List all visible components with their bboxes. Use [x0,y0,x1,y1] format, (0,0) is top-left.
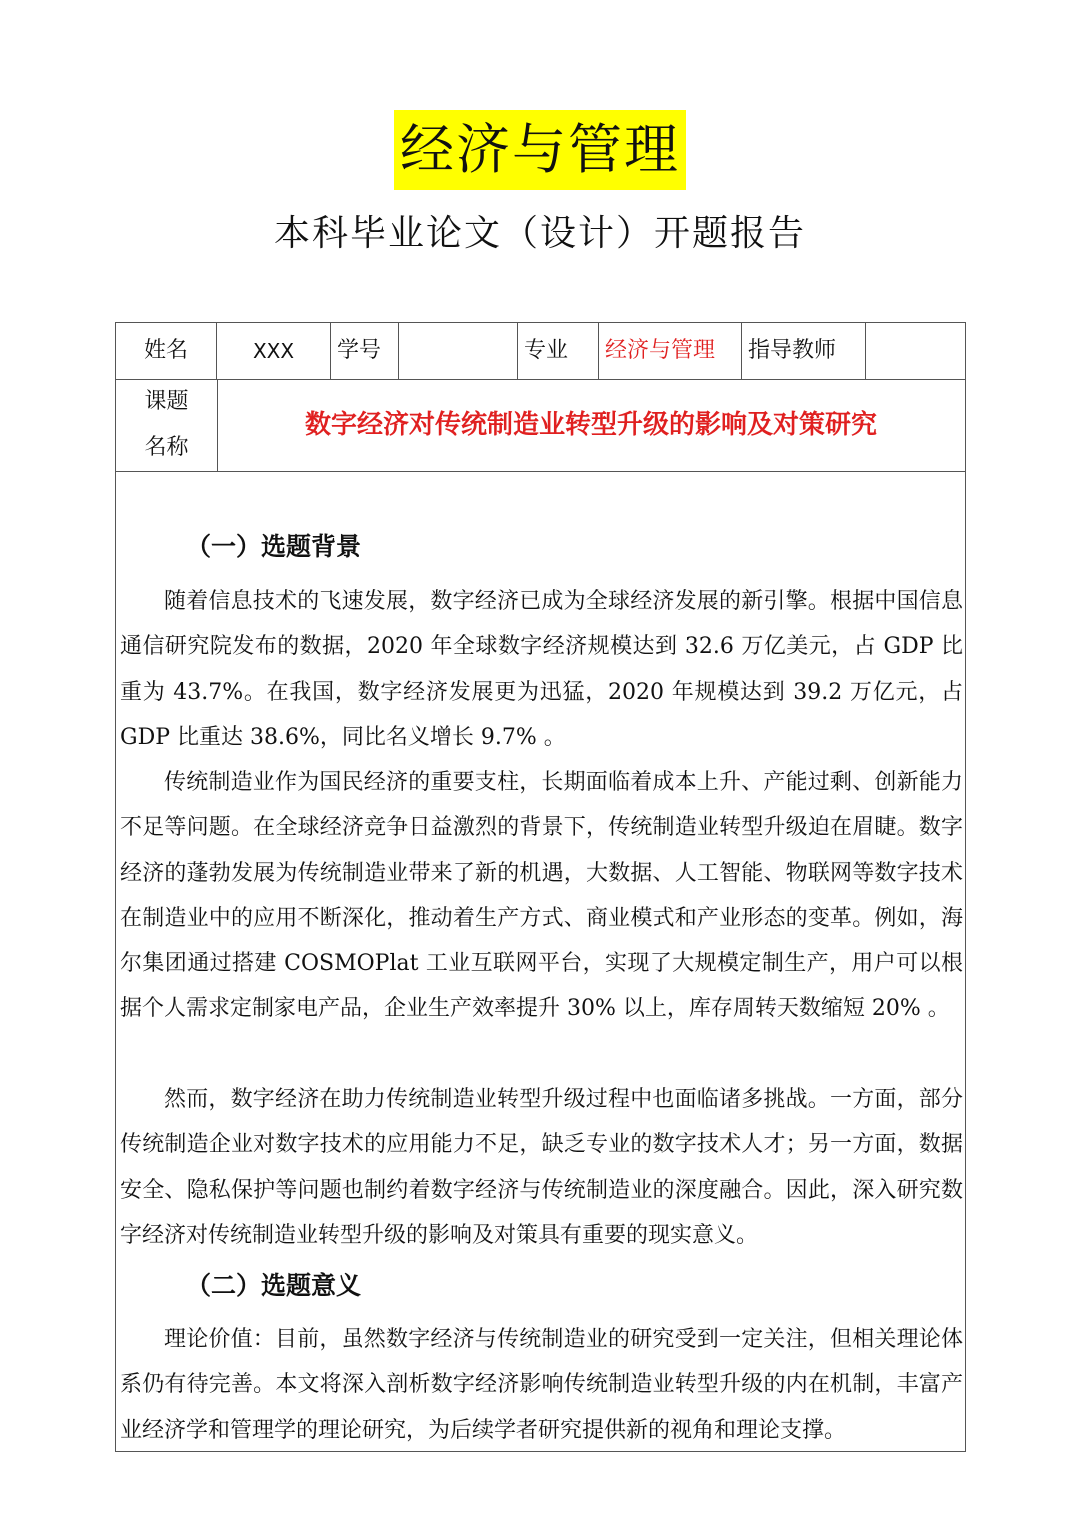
advisor-label: 指导教师 [742,323,866,379]
background-paragraph-2: 传统制造业作为国民经济的重要支柱，长期面临着成本上升、产能过剩、创新能力不足等问题。在全球经济竞争日益激烈的背景下，传统制造业转型升级迫在眉睫。数字经济的蓬勃发展为传统制造业带来了新的机遇，大数据、人工智能、物联网等数字技术在制造业中的应用不断深化，推动着生产方式、商业模式和产业形态的变革。例如，海尔集团通过搭建 COSMOPlat 工业互联网平台，实现了大规模定制生产，用户可以根据个人需求定制家电产品，企业生产效率提升 30% 以上，库存周转天数缩短 20% 。 [120,770,963,1022]
student-id-label: 学号 [331,323,399,379]
background-heading: （一）选题背景 [186,532,362,561]
significance-paragraph-1: 理论价值：目前，虽然数字经济与传统制造业的研究受到一定关注，但相关理论体系仍有待完善。本文将深入剖析数字经济影响传统制造业转型升级的内在机制，丰富产业经济学和管理学的理论研究，为后续学者研究提供新的视角和理论支撑。 [120,1327,963,1443]
topic-label-line1: 课题 [144,389,189,414]
advisor-value [866,323,965,379]
topic-label-line2: 名称 [144,435,189,460]
topic-label [116,379,218,471]
report-subtitle: 本科毕业论文（设计）开题报告 [273,213,806,254]
student-id-value [399,323,518,379]
significance-heading: （二）选题意义 [186,1271,362,1300]
topic-title: 数字经济对传统制造业转型升级的影响及对策研究 [304,410,877,440]
report-title: 经济与管理 [394,110,686,190]
proposal-form [115,322,966,1452]
title-block [0,110,1080,190]
major-label: 专业 [518,323,599,379]
content-area [120,471,961,1451]
topic-row [116,379,965,472]
name-label: 姓名 [116,323,217,379]
info-row [116,323,965,380]
background-paragraph-3: 然而，数字经济在助力传统制造业转型升级过程中也面临诸多挑战。一方面，部分传统制造企业对数字技术的应用能力不足，缺乏专业的数字技术人才；另一方面，数据安全、隐私保护等问题也制约着数字经济与传统制造业的深度融合。因此，深入研究数字经济对传统制造业转型升级的影响及对策具有重要的现实意义。 [120,1087,963,1248]
name-value: XXX [217,323,331,379]
background-paragraph-1: 随着信息技术的飞速发展，数字经济已成为全球经济发展的新引擎。根据中国信息通信研究院发布的数据，2020 年全球数字经济规模达到 32.6 万亿美元，占 GDP 比重为 43.7%。在我国，数字经济发展更为迅猛，2020 年规模达到 39.2 万亿元，占 GDP 比重达 38.6%，同比名义增长 9.7% 。 [120,589,963,750]
major-value: 经济与管理 [599,323,742,379]
